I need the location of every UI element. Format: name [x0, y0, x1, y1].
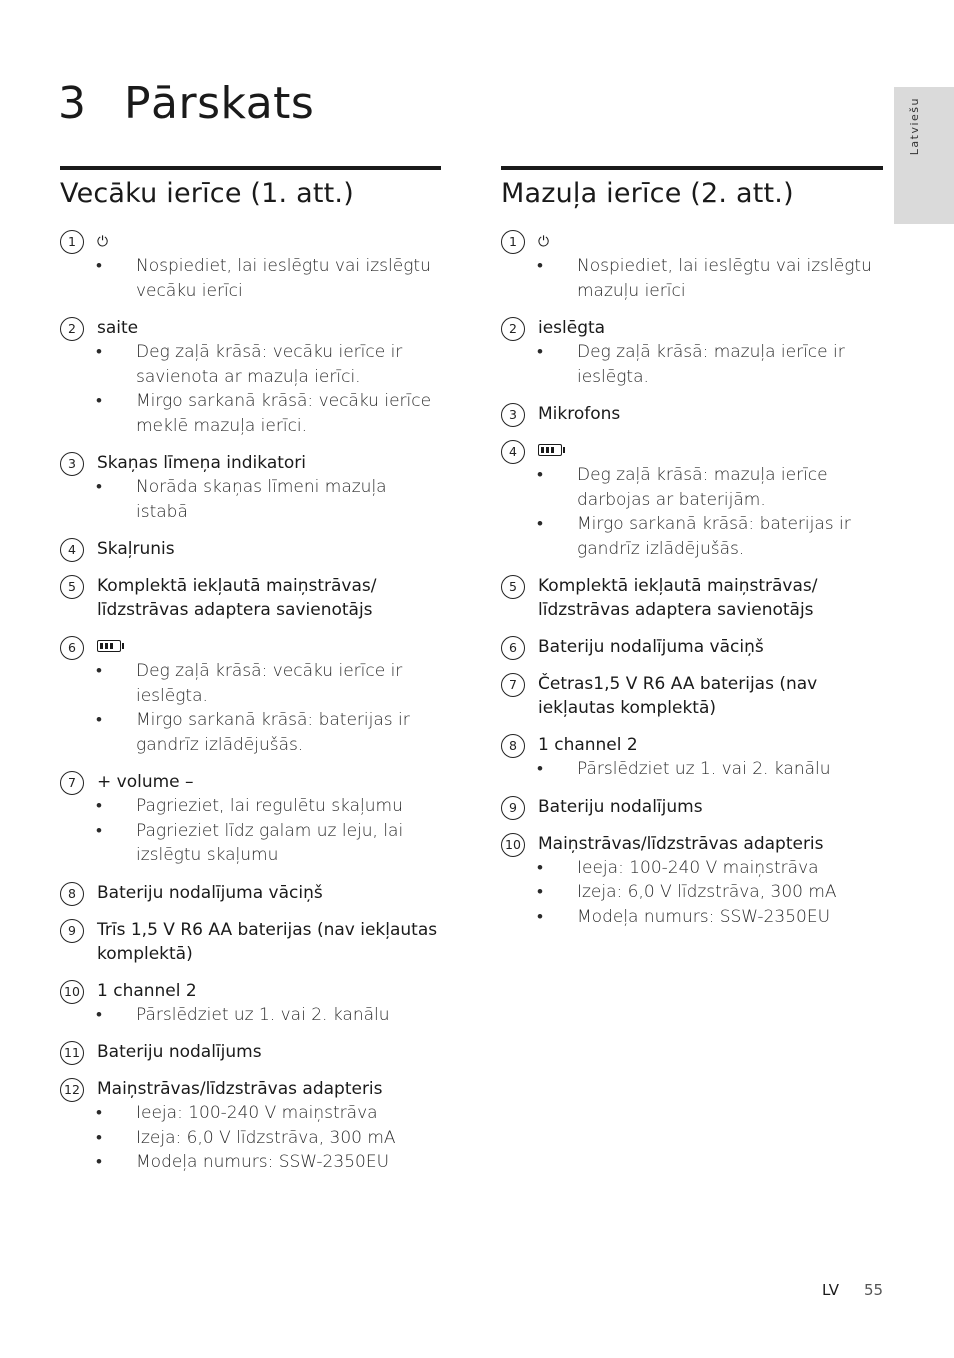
section-rule [501, 166, 883, 170]
item-title: Mikrofons [538, 404, 621, 424]
item-number: 1 [60, 230, 84, 254]
item-number: 9 [60, 919, 84, 943]
item-number: 6 [60, 636, 84, 660]
item-title: Bateriju nodalījuma vāciņš [538, 637, 764, 657]
list-item [60, 770, 441, 868]
item-title: Maiņstrāvas/līdzstrāvas adapteris [538, 833, 824, 854]
battery-icon [97, 640, 121, 652]
item-title: Komplektā iekļautā maiņstrāvas/ līdzstrāvas adaptera savienotājs [97, 576, 377, 620]
list-item [60, 979, 441, 1028]
parent-unit-title: Vecāku ierīce (1. att.) [60, 178, 354, 209]
item-number: 1 [501, 230, 525, 254]
item-number: 2 [60, 317, 84, 341]
list-item [501, 574, 883, 622]
item-number: 5 [501, 575, 525, 599]
bullet-text: • Pārslēdziet uz 1. vai 2. kanālu [97, 1003, 441, 1028]
item-number: 7 [60, 771, 84, 795]
footer-language: LV [822, 1281, 839, 1299]
chapter-name: Pārskats [124, 78, 315, 129]
bullet-text: • Nospiediet, lai ieslēgtu vai izslēgtu mazuļu ierīci [538, 254, 883, 303]
item-number: 2 [501, 317, 525, 341]
baby-unit-items [501, 229, 883, 929]
bullet-text: • Izeja: 6,0 V līdzstrāva, 300 mA [97, 1126, 441, 1151]
list-item [60, 635, 441, 757]
item-number: 3 [60, 452, 84, 476]
list-item [60, 881, 441, 905]
list-item [501, 316, 883, 389]
item-number: 8 [501, 734, 525, 758]
bullet-text: • Mirgo sarkanā krāsā: vecāku ierīce meklē mazuļa ierīci. [97, 389, 441, 438]
bullet-text: • Ieeja: 100-240 V maiņstrāva [97, 1101, 441, 1126]
list-item [60, 918, 441, 966]
item-number: 12 [60, 1078, 84, 1102]
list-item [60, 316, 441, 438]
item-title: 1 channel 2 [97, 980, 197, 1001]
bullet-text: • Deg zaļā krāsā: mazuļa ierīce ir ieslēgta. [538, 340, 883, 389]
item-number: 6 [501, 636, 525, 660]
list-item [501, 229, 883, 303]
power-icon: ⏻ [538, 234, 550, 250]
list-item [501, 635, 883, 659]
list-item [60, 229, 441, 303]
item-number: 10 [501, 833, 525, 857]
item-title: Četras1,5 V R6 AA baterijas (nav iekļautas komplektā) [538, 674, 818, 718]
item-number: 9 [501, 796, 525, 820]
bullet-text: • Deg zaļā krāsā: vecāku ierīce ir ieslēgta. [97, 659, 441, 708]
item-number: 3 [501, 403, 525, 427]
bullet-text: • Mirgo sarkanā krāsā: baterijas ir gandrīz izlādējušās. [538, 512, 883, 561]
list-item [501, 402, 883, 426]
chapter-number: 3 [58, 78, 87, 129]
bullet-text: • Modeļa numurs: SSW-2350EU [97, 1150, 441, 1175]
item-number: 7 [501, 673, 525, 697]
chapter-title [58, 78, 314, 129]
bullet-text: • Deg zaļā krāsā: vecāku ierīce ir savienota ar mazuļa ierīci. [97, 340, 441, 389]
bullet-text: • Izeja: 6,0 V līdzstrāva, 300 mA [538, 880, 883, 905]
bullet-text: • Mirgo sarkanā krāsā: baterijas ir gandrīz izlādējušās. [97, 708, 441, 757]
list-item [501, 733, 883, 782]
section-rule [60, 166, 441, 170]
bullet-text: • Ieeja: 100-240 V maiņstrāva [538, 856, 883, 881]
item-title: Maiņstrāvas/līdzstrāvas adapteris [97, 1079, 383, 1099]
bullet-text: • Pārslēdziet uz 1. vai 2. kanālu [538, 757, 883, 782]
baby-unit-title: Mazuļa ierīce (2. att.) [501, 178, 794, 209]
item-title: Bateriju nodalījums [97, 1042, 262, 1062]
bullet-text: • Nospiediet, lai ieslēgtu vai izslēgtu vecāku ierīci [97, 254, 441, 303]
bullet-text: • Norāda skaņas līmeni mazuļa istabā [97, 475, 441, 524]
list-item [501, 795, 883, 819]
item-title: Bateriju nodalījums [538, 796, 703, 817]
bullet-text: • Modeļa numurs: SSW-2350EU [538, 905, 883, 930]
power-icon: ⏻ [97, 234, 109, 250]
parent-unit-items [60, 229, 441, 1175]
list-item [60, 574, 441, 622]
language-tab-label: Latviešu [908, 97, 921, 156]
item-number: 11 [60, 1041, 84, 1065]
bullet-text: • Deg zaļā krāsā: mazuļa ierīce darbojas ar baterijām. [538, 463, 883, 512]
item-number: 8 [60, 882, 84, 906]
item-title: ieslēgta [538, 318, 606, 338]
item-number: 10 [60, 980, 84, 1004]
list-item [60, 1077, 441, 1175]
list-item [60, 537, 441, 561]
list-item [60, 1040, 441, 1064]
item-title: 1 channel 2 [538, 735, 638, 755]
baby-unit-section [501, 166, 883, 942]
list-item [501, 439, 883, 561]
item-number: 5 [60, 575, 84, 599]
page-number: 55 [864, 1281, 884, 1299]
battery-icon [538, 444, 562, 456]
list-item [60, 451, 441, 524]
bullet-text: • Pagrieziet, lai regulētu skaļumu [97, 794, 441, 819]
list-item [501, 672, 883, 720]
item-title: saite [97, 318, 139, 338]
item-title: + volume – [97, 772, 194, 792]
parent-unit-section [60, 166, 441, 1188]
item-number: 4 [501, 440, 525, 464]
item-title: Bateriju nodalījuma vāciņš [97, 882, 323, 903]
list-item [501, 832, 883, 930]
bullet-text: • Pagrieziet līdz galam uz leju, lai izslēgtu skaļumu [97, 819, 441, 868]
item-title: Skaņas līmeņa indikatori [97, 453, 307, 473]
item-title: Komplektā iekļautā maiņstrāvas/ līdzstrāvas adaptera savienotājs [538, 576, 818, 620]
language-tab [894, 87, 954, 224]
item-title: Trīs 1,5 V R6 AA baterijas (nav iekļautas komplektā) [97, 919, 438, 964]
item-number: 4 [60, 538, 84, 562]
item-title: Skaļrunis [97, 539, 175, 559]
